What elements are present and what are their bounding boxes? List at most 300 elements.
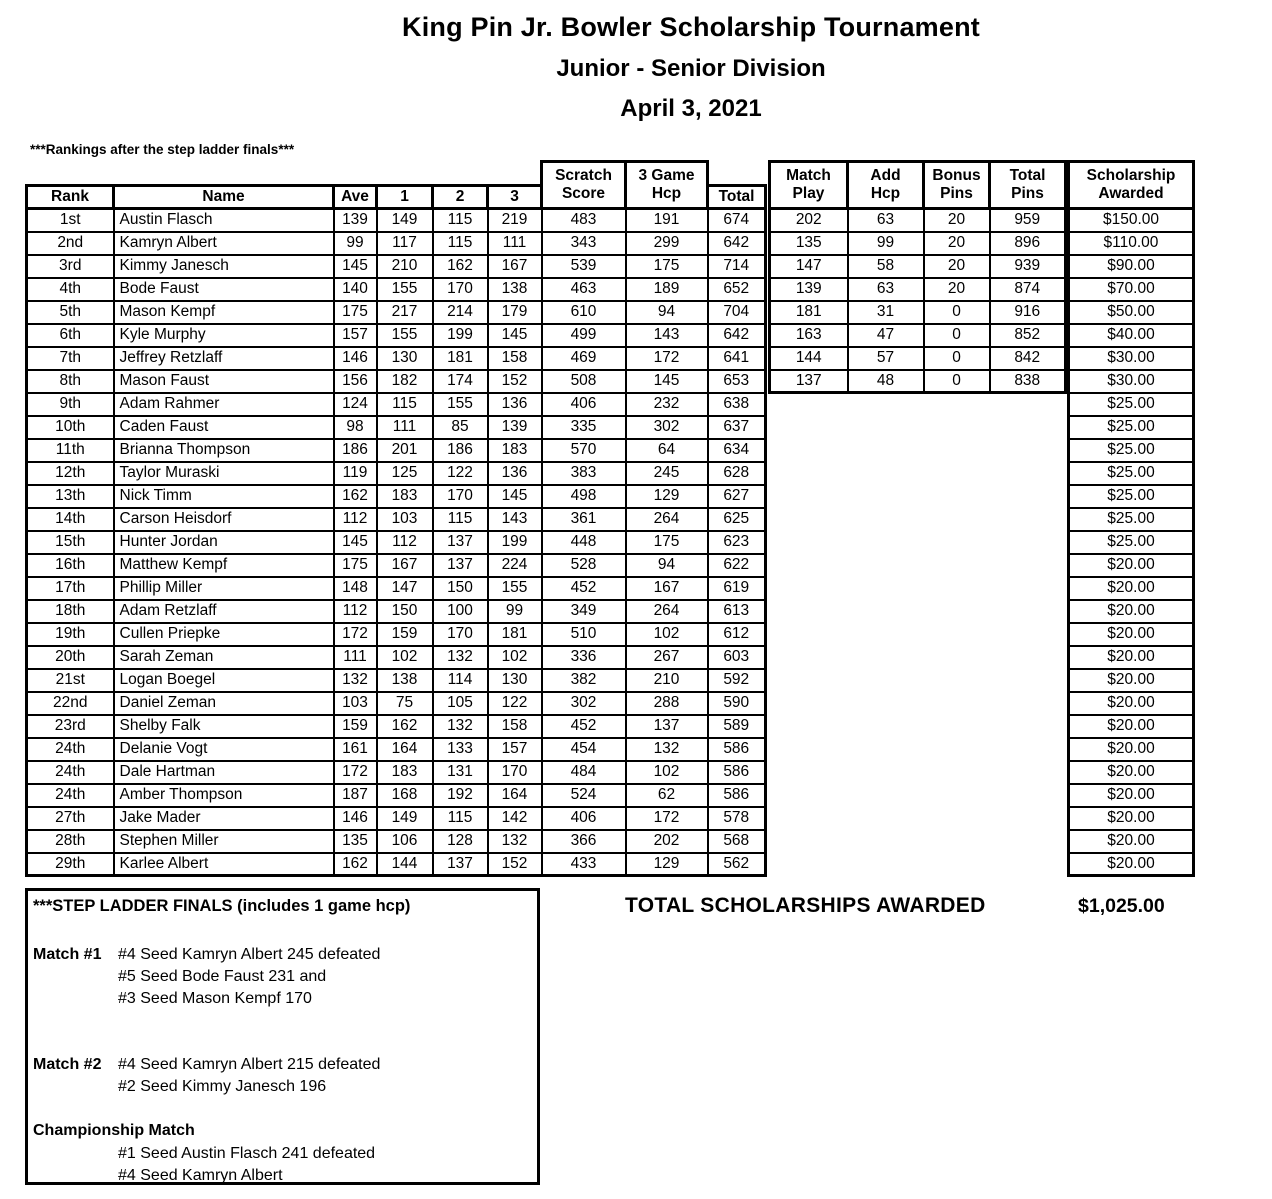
match1-line3: #3 Seed Mason Kempf 170 xyxy=(118,990,312,1007)
game3-cell: 139 xyxy=(488,416,542,439)
game3-cell: 122 xyxy=(488,692,542,715)
table-row xyxy=(27,393,766,416)
scholarship-amount-cell: $20.00 xyxy=(1069,669,1194,692)
scratch-score-cell: 349 xyxy=(542,600,626,623)
scholarship-row xyxy=(1069,715,1194,738)
name-cell: Dale Hartman xyxy=(114,761,334,784)
game3-cell: 145 xyxy=(488,485,542,508)
game3-cell: 181 xyxy=(488,623,542,646)
ave-cell: 162 xyxy=(334,485,377,508)
scratch-score-cell: 483 xyxy=(542,209,626,232)
step-ladder-title: ***STEP LADDER FINALS (includes 1 game hcp) xyxy=(33,897,411,915)
total-cell: 562 xyxy=(708,853,766,876)
scholarship-amount-cell: $20.00 xyxy=(1069,577,1194,600)
ave-cell: 175 xyxy=(334,554,377,577)
match1-label: Match #1 xyxy=(33,946,102,963)
total-cell: 642 xyxy=(708,232,766,255)
total-cell: 652 xyxy=(708,278,766,301)
scratch-score-cell: 406 xyxy=(542,393,626,416)
scratch-score-cell: 452 xyxy=(542,715,626,738)
rank-cell: 11th xyxy=(27,439,114,462)
championship-line1: #1 Seed Austin Flasch 241 defeated xyxy=(118,1145,376,1162)
game1-cell: 125 xyxy=(377,462,433,485)
total-pins-cell: 852 xyxy=(990,324,1066,347)
table-row xyxy=(27,301,766,324)
rank-cell: 13th xyxy=(27,485,114,508)
ave-cell: 103 xyxy=(334,692,377,715)
add-hcp-cell: 31 xyxy=(848,301,924,324)
total-cell: 586 xyxy=(708,738,766,761)
rank-cell: 1st xyxy=(27,209,114,232)
game3-cell: 136 xyxy=(488,393,542,416)
scholarship-amount-cell: $20.00 xyxy=(1069,784,1194,807)
bonus-pins-cell: 0 xyxy=(924,324,990,347)
scratch-score-cell: 383 xyxy=(542,462,626,485)
name-cell: Daniel Zeman xyxy=(114,692,334,715)
rank-header: Rank xyxy=(27,186,114,209)
total-cell: 637 xyxy=(708,416,766,439)
game1-cell: 147 xyxy=(377,577,433,600)
game3-cell: 111 xyxy=(488,232,542,255)
total-cell: 704 xyxy=(708,301,766,324)
name-cell: Austin Flasch xyxy=(114,209,334,232)
game3-cell: 158 xyxy=(488,715,542,738)
match-play-cell: 181 xyxy=(770,301,848,324)
rank-cell: 15th xyxy=(27,531,114,554)
game1-cell: 164 xyxy=(377,738,433,761)
game1-cell: 217 xyxy=(377,301,433,324)
ave-cell: 132 xyxy=(334,669,377,692)
match-play-cell: 144 xyxy=(770,347,848,370)
game3-header: 3 xyxy=(488,186,542,209)
scholarship-row xyxy=(1069,209,1194,232)
scholarship-amount-cell: $20.00 xyxy=(1069,646,1194,669)
table-row xyxy=(27,347,766,370)
scholarship-row xyxy=(1069,784,1194,807)
scholarship-amount-cell: $20.00 xyxy=(1069,853,1194,876)
total-cell: 627 xyxy=(708,485,766,508)
three-game-hcp-cell: 94 xyxy=(626,554,708,577)
add-hcp-cell: 57 xyxy=(848,347,924,370)
ave-cell: 146 xyxy=(334,807,377,830)
add-hcp-cell: 47 xyxy=(848,324,924,347)
scholarship-amount-cell: $20.00 xyxy=(1069,554,1194,577)
game3-cell: 132 xyxy=(488,830,542,853)
add-hcp-cell: 63 xyxy=(848,278,924,301)
table-row xyxy=(27,278,766,301)
match-play-header xyxy=(770,162,848,209)
name-cell: Kyle Murphy xyxy=(114,324,334,347)
game2-cell: 114 xyxy=(433,669,488,692)
game1-cell: 155 xyxy=(377,278,433,301)
rank-cell: 24th xyxy=(27,761,114,784)
table-row xyxy=(27,807,766,830)
table-row xyxy=(27,715,766,738)
ave-cell: 157 xyxy=(334,324,377,347)
game1-cell: 103 xyxy=(377,508,433,531)
game2-cell: 137 xyxy=(433,853,488,876)
game2-cell: 115 xyxy=(433,508,488,531)
scratch-score-cell: 448 xyxy=(542,531,626,554)
match-play-cell: 202 xyxy=(770,209,848,232)
match2-label: Match #2 xyxy=(33,1056,102,1073)
game2-cell: 133 xyxy=(433,738,488,761)
three-game-hcp-cell: 302 xyxy=(626,416,708,439)
game2-cell: 174 xyxy=(433,370,488,393)
table-row xyxy=(27,646,766,669)
rank-cell: 23rd xyxy=(27,715,114,738)
game3-cell: 219 xyxy=(488,209,542,232)
scholarship-row xyxy=(1069,554,1194,577)
scholarship-amount-cell: $30.00 xyxy=(1069,347,1194,370)
scholarship-row xyxy=(1069,761,1194,784)
name-cell: Kimmy Janesch xyxy=(114,255,334,278)
table-row xyxy=(27,462,766,485)
scholarship-awarded-header xyxy=(1069,162,1194,209)
name-cell: Sarah Zeman xyxy=(114,646,334,669)
scratch-score-cell: 452 xyxy=(542,577,626,600)
game3-cell: 224 xyxy=(488,554,542,577)
name-cell: Jake Mader xyxy=(114,807,334,830)
scholarship-row xyxy=(1069,830,1194,853)
table-row xyxy=(27,255,766,278)
rank-cell: 17th xyxy=(27,577,114,600)
match-play-header-line2: Play xyxy=(792,185,825,202)
scholarship-row xyxy=(1069,853,1194,876)
game3-cell: 157 xyxy=(488,738,542,761)
game3-cell: 199 xyxy=(488,531,542,554)
name-header: Name xyxy=(114,186,334,209)
rank-cell: 29th xyxy=(27,853,114,876)
total-pins-cell: 842 xyxy=(990,347,1066,370)
total-pins-cell: 916 xyxy=(990,301,1066,324)
name-cell: Phillip Miller xyxy=(114,577,334,600)
three-game-hcp-cell: 172 xyxy=(626,347,708,370)
table-row xyxy=(27,830,766,853)
name-cell: Cullen Priepke xyxy=(114,623,334,646)
scholarship-row xyxy=(1069,439,1194,462)
name-cell: Kamryn Albert xyxy=(114,232,334,255)
scratch-score-cell: 454 xyxy=(542,738,626,761)
three-game-hcp-cell: 129 xyxy=(626,485,708,508)
game1-cell: 183 xyxy=(377,761,433,784)
match-play-cell: 147 xyxy=(770,255,848,278)
add-hcp-cell: 63 xyxy=(848,209,924,232)
three-game-hcp-cell: 137 xyxy=(626,715,708,738)
table-row xyxy=(27,209,766,232)
total-cell: 634 xyxy=(708,439,766,462)
scholarship-row xyxy=(1069,577,1194,600)
bonus-pins-cell: 20 xyxy=(924,209,990,232)
name-cell: Hunter Jordan xyxy=(114,531,334,554)
total-scholarships-value: $1,025.00 xyxy=(1078,895,1165,917)
three-game-hcp-cell: 175 xyxy=(626,531,708,554)
scholarship-amount-cell: $40.00 xyxy=(1069,324,1194,347)
add-hcp-cell: 58 xyxy=(848,255,924,278)
rank-cell: 24th xyxy=(27,738,114,761)
name-cell: Jeffrey Retzlaff xyxy=(114,347,334,370)
scholarship-table xyxy=(1067,160,1195,877)
match-play-header-line1: Match xyxy=(786,167,831,185)
rank-cell: 8th xyxy=(27,370,114,393)
game2-header: 2 xyxy=(433,186,488,209)
scholarship-awarded-header-line1: Scholarship xyxy=(1086,167,1176,185)
match1-line2: #5 Seed Bode Faust 231 and xyxy=(118,968,327,985)
game1-cell: 117 xyxy=(377,232,433,255)
game3-cell: 152 xyxy=(488,853,542,876)
division-subtitle: Junior - Senior Division xyxy=(556,55,826,82)
scholarship-amount-cell: $50.00 xyxy=(1069,301,1194,324)
game2-cell: 137 xyxy=(433,531,488,554)
add-hcp-cell: 48 xyxy=(848,370,924,393)
three-game-hcp-cell: 62 xyxy=(626,784,708,807)
total-cell: 714 xyxy=(708,255,766,278)
match-play-row xyxy=(770,278,1066,301)
game2-cell: 155 xyxy=(433,393,488,416)
bonus-pins-header-line2: Pins xyxy=(940,185,973,202)
game2-cell: 100 xyxy=(433,600,488,623)
three-game-hcp-cell: 245 xyxy=(626,462,708,485)
rank-cell: 4th xyxy=(27,278,114,301)
three-game-hcp-header-line2: Hcp xyxy=(651,185,682,202)
scholarship-amount-cell: $20.00 xyxy=(1069,692,1194,715)
header-spacer xyxy=(27,162,542,186)
scholarship-amount-cell: $20.00 xyxy=(1069,738,1194,761)
scholarship-row xyxy=(1069,531,1194,554)
three-game-hcp-cell: 145 xyxy=(626,370,708,393)
scholarship-amount-cell: $25.00 xyxy=(1069,416,1194,439)
scratch-score-cell: 382 xyxy=(542,669,626,692)
scratch-score-cell: 335 xyxy=(542,416,626,439)
name-cell: Logan Boegel xyxy=(114,669,334,692)
game1-cell: 159 xyxy=(377,623,433,646)
scratch-score-cell: 498 xyxy=(542,485,626,508)
scholarship-amount-cell: $25.00 xyxy=(1069,393,1194,416)
game3-cell: 102 xyxy=(488,646,542,669)
table-row xyxy=(27,508,766,531)
rank-cell: 7th xyxy=(27,347,114,370)
game2-cell: 214 xyxy=(433,301,488,324)
total-pins-cell: 939 xyxy=(990,255,1066,278)
table-row xyxy=(27,692,766,715)
game3-cell: 158 xyxy=(488,347,542,370)
rank-cell: 2nd xyxy=(27,232,114,255)
bonus-pins-header xyxy=(924,162,990,209)
scholarship-row xyxy=(1069,324,1194,347)
scratch-score-header xyxy=(542,162,626,209)
total-cell: 586 xyxy=(708,761,766,784)
scratch-score-cell: 463 xyxy=(542,278,626,301)
bonus-pins-cell: 0 xyxy=(924,370,990,393)
total-pins-header xyxy=(990,162,1066,209)
game1-cell: 155 xyxy=(377,324,433,347)
scratch-score-header-line1: Scratch xyxy=(555,167,612,185)
add-hcp-header xyxy=(848,162,924,209)
rank-cell: 3rd xyxy=(27,255,114,278)
game1-cell: 201 xyxy=(377,439,433,462)
game3-cell: 136 xyxy=(488,462,542,485)
ave-cell: 145 xyxy=(334,255,377,278)
three-game-hcp-cell: 264 xyxy=(626,600,708,623)
game2-cell: 122 xyxy=(433,462,488,485)
table-row xyxy=(27,761,766,784)
scholarship-amount-cell: $110.00 xyxy=(1069,232,1194,255)
game2-cell: 137 xyxy=(433,554,488,577)
rank-cell: 19th xyxy=(27,623,114,646)
game1-cell: 144 xyxy=(377,853,433,876)
scholarship-amount-cell: $30.00 xyxy=(1069,370,1194,393)
rank-cell: 16th xyxy=(27,554,114,577)
scholarship-amount-cell: $25.00 xyxy=(1069,485,1194,508)
scratch-score-cell: 499 xyxy=(542,324,626,347)
game3-cell: 152 xyxy=(488,370,542,393)
total-pins-cell: 896 xyxy=(990,232,1066,255)
rank-cell: 6th xyxy=(27,324,114,347)
rank-cell: 14th xyxy=(27,508,114,531)
three-game-hcp-cell: 299 xyxy=(626,232,708,255)
scholarship-amount-cell: $25.00 xyxy=(1069,531,1194,554)
three-game-hcp-cell: 210 xyxy=(626,669,708,692)
results-table-body xyxy=(27,209,766,876)
ave-cell: 148 xyxy=(334,577,377,600)
rank-cell: 20th xyxy=(27,646,114,669)
total-header: Total xyxy=(708,186,766,209)
championship-line2: #4 Seed Kamryn Albert xyxy=(118,1167,283,1184)
game1-cell: 149 xyxy=(377,807,433,830)
header-block xyxy=(110,12,1272,123)
scholarship-row xyxy=(1069,393,1194,416)
name-cell: Brianna Thompson xyxy=(114,439,334,462)
scholarship-row xyxy=(1069,462,1194,485)
total-cell: 613 xyxy=(708,600,766,623)
page-title: King Pin Jr. Bowler Scholarship Tournament xyxy=(402,12,980,42)
three-game-hcp-cell: 202 xyxy=(626,830,708,853)
total-pins-header-line2: Pins xyxy=(1011,185,1044,202)
ave-cell: 175 xyxy=(334,301,377,324)
scratch-score-cell: 484 xyxy=(542,761,626,784)
scholarship-amount-cell: $25.00 xyxy=(1069,462,1194,485)
scratch-score-cell: 361 xyxy=(542,508,626,531)
game1-cell: 182 xyxy=(377,370,433,393)
three-game-hcp-cell: 132 xyxy=(626,738,708,761)
ave-cell: 112 xyxy=(334,600,377,623)
game1-cell: 168 xyxy=(377,784,433,807)
ave-header: Ave xyxy=(334,186,377,209)
ave-cell: 187 xyxy=(334,784,377,807)
game2-cell: 150 xyxy=(433,577,488,600)
game2-cell: 115 xyxy=(433,232,488,255)
total-cell: 622 xyxy=(708,554,766,577)
ave-cell: 146 xyxy=(334,347,377,370)
three-game-hcp-cell: 94 xyxy=(626,301,708,324)
three-game-hcp-cell: 102 xyxy=(626,761,708,784)
rank-cell: 22nd xyxy=(27,692,114,715)
ave-cell: 112 xyxy=(334,508,377,531)
game2-cell: 186 xyxy=(433,439,488,462)
bonus-pins-cell: 20 xyxy=(924,278,990,301)
game2-cell: 192 xyxy=(433,784,488,807)
game1-cell: 167 xyxy=(377,554,433,577)
table-row xyxy=(27,485,766,508)
total-cell: 623 xyxy=(708,531,766,554)
scholarship-row xyxy=(1069,623,1194,646)
scholarship-amount-cell: $20.00 xyxy=(1069,761,1194,784)
scholarship-row xyxy=(1069,508,1194,531)
scholarship-row xyxy=(1069,669,1194,692)
header-spacer xyxy=(708,162,766,186)
three-game-hcp-cell: 267 xyxy=(626,646,708,669)
name-cell: Shelby Falk xyxy=(114,715,334,738)
name-cell: Matthew Kempf xyxy=(114,554,334,577)
table-row xyxy=(27,669,766,692)
game2-cell: 131 xyxy=(433,761,488,784)
scholarship-row xyxy=(1069,347,1194,370)
name-cell: Amber Thompson xyxy=(114,784,334,807)
bonus-pins-cell: 0 xyxy=(924,347,990,370)
rank-cell: 21st xyxy=(27,669,114,692)
add-hcp-header-line1: Add xyxy=(870,167,901,185)
bonus-pins-cell: 20 xyxy=(924,255,990,278)
total-cell: 674 xyxy=(708,209,766,232)
game2-cell: 105 xyxy=(433,692,488,715)
table-row xyxy=(27,324,766,347)
three-game-hcp-cell: 288 xyxy=(626,692,708,715)
rank-cell: 27th xyxy=(27,807,114,830)
scholarship-amount-cell: $20.00 xyxy=(1069,830,1194,853)
ave-cell: 172 xyxy=(334,623,377,646)
scholarship-amount-cell: $150.00 xyxy=(1069,209,1194,232)
table-row xyxy=(27,416,766,439)
step-ladder-finals-box xyxy=(25,888,540,1185)
game1-cell: 115 xyxy=(377,393,433,416)
scratch-score-cell: 433 xyxy=(542,853,626,876)
total-cell: 603 xyxy=(708,646,766,669)
match-play-table xyxy=(768,160,1067,394)
ave-cell: 98 xyxy=(334,416,377,439)
scholarship-row xyxy=(1069,416,1194,439)
game1-cell: 210 xyxy=(377,255,433,278)
ave-cell: 186 xyxy=(334,439,377,462)
scholarship-row xyxy=(1069,807,1194,830)
rank-cell: 24th xyxy=(27,784,114,807)
total-pins-cell: 959 xyxy=(990,209,1066,232)
scholarship-row xyxy=(1069,600,1194,623)
game3-cell: 130 xyxy=(488,669,542,692)
scratch-score-cell: 570 xyxy=(542,439,626,462)
game2-cell: 170 xyxy=(433,278,488,301)
results-table xyxy=(25,160,767,877)
total-pins-header-line1: Total xyxy=(1009,167,1046,185)
game1-cell: 130 xyxy=(377,347,433,370)
name-cell: Adam Rahmer xyxy=(114,393,334,416)
bonus-pins-cell: 20 xyxy=(924,232,990,255)
rank-cell: 18th xyxy=(27,600,114,623)
scholarship-row xyxy=(1069,278,1194,301)
scholarship-awarded-header-line2: Awarded xyxy=(1098,185,1164,202)
total-pins-cell: 838 xyxy=(990,370,1066,393)
scratch-score-cell: 343 xyxy=(542,232,626,255)
table-row xyxy=(27,738,766,761)
match-play-row xyxy=(770,301,1066,324)
match-play-cell: 139 xyxy=(770,278,848,301)
table-row xyxy=(27,577,766,600)
game2-cell: 115 xyxy=(433,807,488,830)
game1-cell: 183 xyxy=(377,485,433,508)
add-hcp-header-line2: Hcp xyxy=(870,185,901,202)
game2-cell: 128 xyxy=(433,830,488,853)
game1-cell: 102 xyxy=(377,646,433,669)
ave-cell: 99 xyxy=(334,232,377,255)
